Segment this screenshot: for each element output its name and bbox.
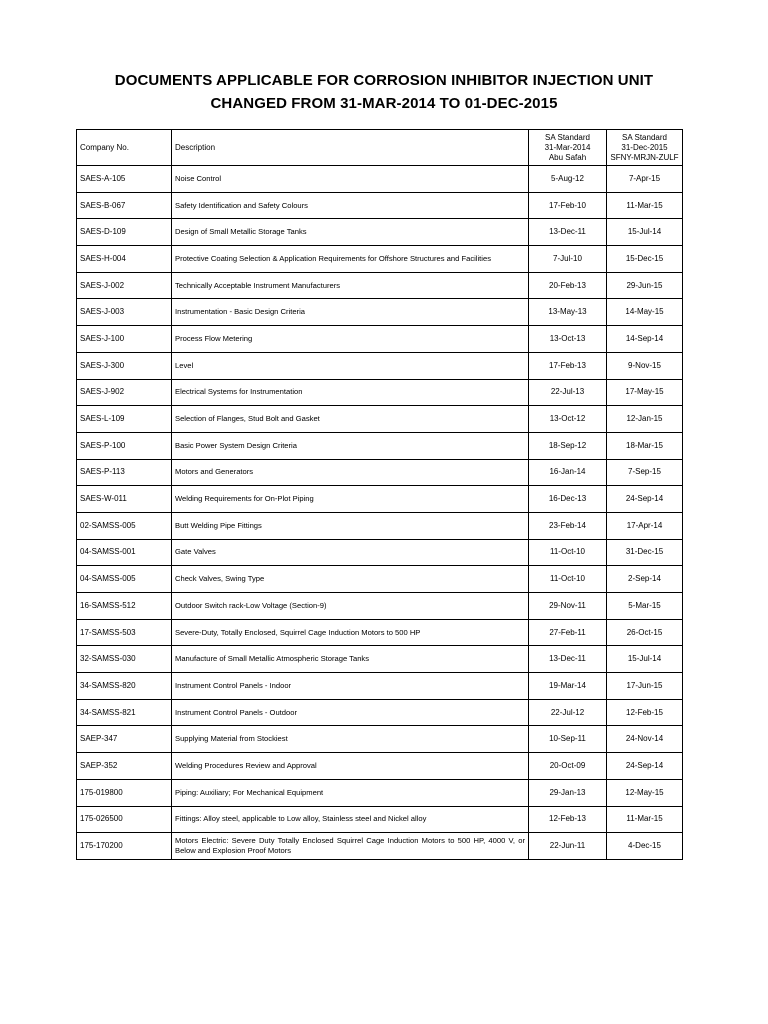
date-2014-cell: 13-Oct-13 bbox=[529, 326, 607, 353]
table-row bbox=[77, 246, 683, 273]
description-cell: Design of Small Metallic Storage Tanks bbox=[172, 219, 529, 246]
header-col3-line3: Abu Safah bbox=[548, 152, 587, 162]
company-no-cell: SAES-J-003 bbox=[77, 299, 172, 326]
date-2014-cell: 7-Jul-10 bbox=[529, 246, 607, 273]
table-row bbox=[77, 219, 683, 246]
table-row bbox=[77, 753, 683, 780]
company-no-cell: 16-SAMSS-512 bbox=[77, 593, 172, 620]
date-2015-cell: 9-Nov-15 bbox=[607, 352, 683, 379]
table-row bbox=[77, 593, 683, 620]
company-no-cell: SAES-P-113 bbox=[77, 459, 172, 486]
table-row bbox=[77, 432, 683, 459]
company-no-cell: 32-SAMSS-030 bbox=[77, 646, 172, 673]
table-row bbox=[77, 272, 683, 299]
company-no-cell: 175-019800 bbox=[77, 779, 172, 806]
company-no-cell: 02-SAMSS-005 bbox=[77, 512, 172, 539]
description-cell: Motors Electric: Severe Duty Totally Enclosed Squirrel Cage Induction Motors to 500 HP, 4000 V, or Below and Explosion Proof Motors bbox=[172, 833, 529, 860]
description-cell: Manufacture of Small Metallic Atmospheric Storage Tanks bbox=[172, 646, 529, 673]
description-cell: Technically Acceptable Instrument Manufacturers bbox=[172, 272, 529, 299]
table-row bbox=[77, 166, 683, 193]
table-row bbox=[77, 406, 683, 433]
date-2015-cell: 17-Jun-15 bbox=[607, 673, 683, 700]
date-2014-cell: 13-May-13 bbox=[529, 299, 607, 326]
date-2015-cell: 26-Oct-15 bbox=[607, 619, 683, 646]
description-cell: Supplying Material from Stockiest bbox=[172, 726, 529, 753]
header-sa-standard-2015 bbox=[607, 130, 683, 166]
date-2014-cell: 23-Feb-14 bbox=[529, 512, 607, 539]
date-2015-cell: 4-Dec-15 bbox=[607, 833, 683, 860]
description-cell: Noise Control bbox=[172, 166, 529, 193]
date-2014-cell: 27-Feb-11 bbox=[529, 619, 607, 646]
date-2014-cell: 12-Feb-13 bbox=[529, 806, 607, 833]
date-2015-cell: 24-Sep-14 bbox=[607, 486, 683, 513]
company-no-cell: 17-SAMSS-503 bbox=[77, 619, 172, 646]
description-cell: Check Valves, Swing Type bbox=[172, 566, 529, 593]
description-cell: Motors and Generators bbox=[172, 459, 529, 486]
documents-table bbox=[76, 129, 683, 860]
date-2015-cell: 18-Mar-15 bbox=[607, 432, 683, 459]
table-row bbox=[77, 779, 683, 806]
table-row bbox=[77, 673, 683, 700]
header-col4-line3: SFNY-MRJN-ZULF bbox=[610, 152, 679, 162]
description-cell: Process Flow Metering bbox=[172, 326, 529, 353]
header-company-no: Company No. bbox=[77, 130, 172, 166]
description-cell: Protective Coating Selection & Application Requirements for Offshore Structures and Facilities bbox=[172, 246, 529, 273]
date-2014-cell: 13-Dec-11 bbox=[529, 646, 607, 673]
description-cell: Welding Procedures Review and Approval bbox=[172, 753, 529, 780]
date-2015-cell: 24-Nov-14 bbox=[607, 726, 683, 753]
table-row bbox=[77, 806, 683, 833]
company-no-cell: SAES-A-105 bbox=[77, 166, 172, 193]
company-no-cell: SAES-B-067 bbox=[77, 192, 172, 219]
company-no-cell: 34-SAMSS-821 bbox=[77, 699, 172, 726]
company-no-cell: SAES-J-100 bbox=[77, 326, 172, 353]
date-2014-cell: 20-Oct-09 bbox=[529, 753, 607, 780]
date-2014-cell: 16-Jan-14 bbox=[529, 459, 607, 486]
table-row bbox=[77, 459, 683, 486]
date-2015-cell: 15-Jul-14 bbox=[607, 219, 683, 246]
date-2014-cell: 11-Oct-10 bbox=[529, 566, 607, 593]
description-cell: Instrument Control Panels - Indoor bbox=[172, 673, 529, 700]
table-row bbox=[77, 566, 683, 593]
header-sa-standard-2014 bbox=[529, 130, 607, 166]
table-row bbox=[77, 326, 683, 353]
table-row bbox=[77, 619, 683, 646]
date-2015-cell: 14-Sep-14 bbox=[607, 326, 683, 353]
date-2015-cell: 14-May-15 bbox=[607, 299, 683, 326]
date-2014-cell: 17-Feb-13 bbox=[529, 352, 607, 379]
date-2015-cell: 5-Mar-15 bbox=[607, 593, 683, 620]
date-2014-cell: 20-Feb-13 bbox=[529, 272, 607, 299]
date-2015-cell: 17-May-15 bbox=[607, 379, 683, 406]
date-2015-cell: 24-Sep-14 bbox=[607, 753, 683, 780]
company-no-cell: 175-026500 bbox=[77, 806, 172, 833]
table-row bbox=[77, 192, 683, 219]
table-row bbox=[77, 379, 683, 406]
company-no-cell: SAES-W-011 bbox=[77, 486, 172, 513]
table-row bbox=[77, 486, 683, 513]
description-cell: Butt Welding Pipe Fittings bbox=[172, 512, 529, 539]
date-2014-cell: 13-Oct-12 bbox=[529, 406, 607, 433]
date-2014-cell: 5-Aug-12 bbox=[529, 166, 607, 193]
date-2014-cell: 11-Oct-10 bbox=[529, 539, 607, 566]
description-cell: Level bbox=[172, 352, 529, 379]
date-2015-cell: 2-Sep-14 bbox=[607, 566, 683, 593]
company-no-cell: SAES-P-100 bbox=[77, 432, 172, 459]
company-no-cell: SAES-H-004 bbox=[77, 246, 172, 273]
company-no-cell: SAES-J-300 bbox=[77, 352, 172, 379]
table-row bbox=[77, 539, 683, 566]
table-header-row bbox=[77, 130, 683, 166]
description-cell: Instrument Control Panels - Outdoor bbox=[172, 699, 529, 726]
table-row bbox=[77, 699, 683, 726]
company-no-cell: SAES-J-902 bbox=[77, 379, 172, 406]
date-2015-cell: 15-Jul-14 bbox=[607, 646, 683, 673]
date-2015-cell: 11-Mar-15 bbox=[607, 806, 683, 833]
date-2014-cell: 10-Sep-11 bbox=[529, 726, 607, 753]
company-no-cell: 34-SAMSS-820 bbox=[77, 673, 172, 700]
date-2014-cell: 22-Jul-13 bbox=[529, 379, 607, 406]
date-2015-cell: 12-Feb-15 bbox=[607, 699, 683, 726]
date-2015-cell: 15-Dec-15 bbox=[607, 246, 683, 273]
date-2014-cell: 19-Mar-14 bbox=[529, 673, 607, 700]
description-cell: Severe-Duty, Totally Enclosed, Squirrel Cage Induction Motors to 500 HP bbox=[172, 619, 529, 646]
table-body bbox=[77, 166, 683, 860]
header-col4-line2: 31-Dec-2015 bbox=[621, 142, 668, 152]
description-cell: Instrumentation - Basic Design Criteria bbox=[172, 299, 529, 326]
company-no-cell: SAEP-352 bbox=[77, 753, 172, 780]
description-cell: Gate Valves bbox=[172, 539, 529, 566]
description-cell: Welding Requirements for On-Plot Piping bbox=[172, 486, 529, 513]
company-no-cell: 04-SAMSS-001 bbox=[77, 539, 172, 566]
date-2014-cell: 13-Dec-11 bbox=[529, 219, 607, 246]
company-no-cell: SAES-J-002 bbox=[77, 272, 172, 299]
date-2014-cell: 16-Dec-13 bbox=[529, 486, 607, 513]
date-2014-cell: 22-Jun-11 bbox=[529, 833, 607, 860]
company-no-cell: SAES-L-109 bbox=[77, 406, 172, 433]
table-row bbox=[77, 299, 683, 326]
date-2015-cell: 11-Mar-15 bbox=[607, 192, 683, 219]
header-col4-line1: SA Standard bbox=[622, 132, 667, 142]
date-2015-cell: 12-Jan-15 bbox=[607, 406, 683, 433]
description-cell: Fittings: Alloy steel, applicable to Low alloy, Stainless steel and Nickel alloy bbox=[172, 806, 529, 833]
document-title: DOCUMENTS APPLICABLE FOR CORROSION INHIBITOR INJECTION UNIT bbox=[114, 72, 654, 89]
table-row bbox=[77, 726, 683, 753]
table-row bbox=[77, 833, 683, 860]
date-2015-cell: 12-May-15 bbox=[607, 779, 683, 806]
table-row bbox=[77, 646, 683, 673]
company-no-cell: SAES-D-109 bbox=[77, 219, 172, 246]
date-2014-cell: 22-Jul-12 bbox=[529, 699, 607, 726]
date-2015-cell: 29-Jun-15 bbox=[607, 272, 683, 299]
date-2014-cell: 29-Nov-11 bbox=[529, 593, 607, 620]
company-no-cell: 175-170200 bbox=[77, 833, 172, 860]
header-description: Description bbox=[172, 130, 529, 166]
header-col3-line2: 31-Mar-2014 bbox=[544, 142, 591, 152]
company-no-cell: SAEP-347 bbox=[77, 726, 172, 753]
date-2015-cell: 31-Dec-15 bbox=[607, 539, 683, 566]
date-2014-cell: 17-Feb-10 bbox=[529, 192, 607, 219]
table-row bbox=[77, 512, 683, 539]
description-cell: Electrical Systems for Instrumentation bbox=[172, 379, 529, 406]
date-2015-cell: 7-Apr-15 bbox=[607, 166, 683, 193]
description-cell: Selection of Flanges, Stud Bolt and Gasket bbox=[172, 406, 529, 433]
description-cell: Outdoor Switch rack-Low Voltage (Section-9) bbox=[172, 593, 529, 620]
header-col3-line1: SA Standard bbox=[545, 132, 590, 142]
date-2014-cell: 18-Sep-12 bbox=[529, 432, 607, 459]
document-subtitle: CHANGED FROM 31-MAR-2014 TO 01-DEC-2015 bbox=[210, 95, 558, 112]
date-2014-cell: 29-Jan-13 bbox=[529, 779, 607, 806]
company-no-cell: 04-SAMSS-005 bbox=[77, 566, 172, 593]
date-2015-cell: 17-Apr-14 bbox=[607, 512, 683, 539]
table-row bbox=[77, 352, 683, 379]
date-2015-cell: 7-Sep-15 bbox=[607, 459, 683, 486]
description-cell: Basic Power System Design Criteria bbox=[172, 432, 529, 459]
description-cell: Safety Identification and Safety Colours bbox=[172, 192, 529, 219]
description-cell: Piping: Auxiliary; For Mechanical Equipment bbox=[172, 779, 529, 806]
